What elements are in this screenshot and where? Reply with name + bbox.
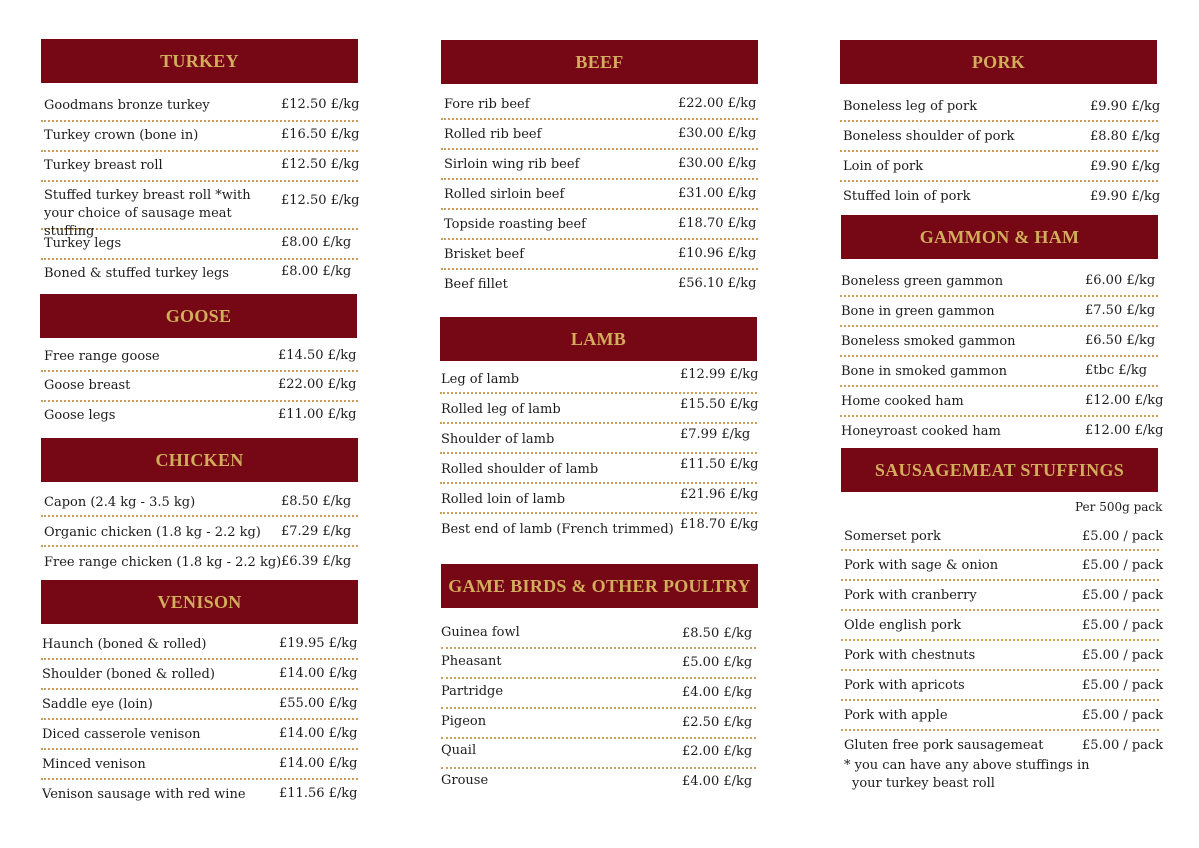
item-name: Rolled leg of lamb bbox=[441, 402, 561, 417]
list-item bbox=[41, 547, 358, 575]
item-price: £2.00 £/kg bbox=[682, 744, 753, 759]
goose-list bbox=[41, 342, 358, 432]
item-price: £11.00 £/kg bbox=[278, 407, 357, 422]
item-price: £5.00 / pack bbox=[1082, 588, 1164, 603]
list-item bbox=[841, 701, 1164, 731]
item-name: Turkey breast roll bbox=[44, 158, 163, 173]
item-price: £9.90 £/kg bbox=[1090, 159, 1161, 174]
list-item bbox=[441, 150, 758, 180]
item-price: £12.50 £/kg bbox=[281, 193, 360, 208]
list-item bbox=[41, 122, 358, 152]
gammon-header: GAMMON & HAM bbox=[841, 215, 1158, 259]
game-header: GAME BIRDS & OTHER POULTRY bbox=[441, 564, 758, 608]
item-price: £8.00 £/kg bbox=[281, 235, 352, 250]
item-price: £8.00 £/kg bbox=[281, 264, 352, 279]
list-item bbox=[840, 182, 1161, 210]
item-name: Capon (2.4 kg - 3.5 kg) bbox=[44, 495, 196, 510]
item-price: £7.50 £/kg bbox=[1085, 303, 1156, 318]
list-item bbox=[41, 152, 358, 182]
item-price: £5.00 / pack bbox=[1082, 529, 1164, 544]
item-price: £2.50 £/kg bbox=[682, 715, 753, 730]
item-price: £18.70 £/kg bbox=[678, 216, 757, 231]
list-item bbox=[840, 357, 1158, 387]
footnote-line-1: * you can have any above stuffings in bbox=[844, 758, 1090, 773]
item-name: Best end of lamb (French trimmed) bbox=[441, 522, 674, 537]
footnote-line-2: your turkey beast roll bbox=[852, 776, 995, 791]
item-name: Honeyroast cooked ham bbox=[841, 424, 1001, 439]
item-name: Bone in smoked gammon bbox=[841, 364, 1008, 379]
list-item bbox=[41, 517, 358, 547]
list-item bbox=[41, 487, 358, 517]
item-name: Beef fillet bbox=[444, 277, 508, 292]
item-name: Free range goose bbox=[44, 349, 160, 364]
item-price: £11.50 £/kg bbox=[680, 457, 759, 472]
pork-header: PORK bbox=[840, 40, 1157, 84]
item-name: Bone in green gammon bbox=[841, 304, 995, 319]
list-item bbox=[441, 120, 758, 150]
item-name: Leg of lamb bbox=[441, 372, 520, 387]
item-price: £14.50 £/kg bbox=[278, 348, 357, 363]
item-name: Rolled sirloin beef bbox=[444, 187, 565, 202]
item-price: £55.00 £/kg bbox=[279, 696, 358, 711]
venison-list bbox=[41, 628, 358, 812]
pork-list bbox=[840, 91, 1161, 213]
item-name: Fore rib beef bbox=[444, 97, 530, 112]
item-name: Brisket beef bbox=[444, 247, 525, 262]
item-price: £8.80 £/kg bbox=[1090, 129, 1161, 144]
item-price: £tbc £/kg bbox=[1085, 363, 1148, 378]
item-price: £6.39 £/kg bbox=[281, 554, 352, 569]
item-price: £9.90 £/kg bbox=[1090, 189, 1161, 204]
item-price: £4.00 £/kg bbox=[682, 774, 753, 789]
list-item bbox=[840, 91, 1161, 122]
list-item bbox=[840, 417, 1164, 444]
item-price: £30.00 £/kg bbox=[678, 156, 757, 171]
item-name: Pork with apple bbox=[844, 708, 948, 723]
item-name: Pork with chestnuts bbox=[844, 648, 976, 663]
item-name: Goose legs bbox=[44, 408, 116, 423]
beef-header: BEEF bbox=[441, 40, 758, 84]
list-item bbox=[441, 240, 758, 270]
item-name: Shoulder (boned & rolled) bbox=[42, 667, 215, 682]
item-name: Pork with sage & onion bbox=[844, 558, 999, 573]
item-price: £10.96 £/kg bbox=[678, 246, 757, 261]
chicken-list bbox=[41, 487, 358, 577]
item-price: £5.00 / pack bbox=[1082, 678, 1164, 693]
item-name: Pigeon bbox=[441, 714, 487, 729]
sausagemeat-list bbox=[841, 521, 1164, 765]
list-item bbox=[840, 327, 1158, 357]
item-price: £6.50 £/kg bbox=[1085, 333, 1156, 348]
item-name: Boneless green gammon bbox=[841, 274, 1004, 289]
list-item bbox=[441, 618, 756, 649]
list-item bbox=[440, 424, 757, 454]
list-item bbox=[841, 731, 1164, 759]
item-name: Loin of pork bbox=[843, 159, 924, 174]
item-price: £16.50 £/kg bbox=[281, 127, 360, 142]
list-item bbox=[41, 690, 358, 720]
item-name: Venison sausage with red wine bbox=[42, 787, 246, 802]
item-price: £15.50 £/kg bbox=[680, 397, 759, 412]
list-item bbox=[440, 364, 757, 394]
item-name: Guinea fowl bbox=[441, 625, 520, 640]
item-price: £12.99 £/kg bbox=[680, 367, 759, 382]
list-item bbox=[440, 484, 757, 514]
item-name: Rolled shoulder of lamb bbox=[441, 462, 599, 477]
item-price: £12.50 £/kg bbox=[281, 157, 360, 172]
item-name: Grouse bbox=[441, 773, 489, 788]
item-price: £14.00 £/kg bbox=[279, 726, 358, 741]
list-item bbox=[41, 628, 358, 660]
list-item bbox=[41, 372, 358, 402]
item-name: Quail bbox=[441, 743, 477, 758]
lamb-list bbox=[440, 364, 757, 548]
item-price: £11.56 £/kg bbox=[279, 786, 358, 801]
item-price: £4.00 £/kg bbox=[682, 685, 753, 700]
list-item bbox=[440, 514, 757, 542]
list-item bbox=[440, 394, 757, 424]
item-price: £5.00 / pack bbox=[1082, 618, 1164, 633]
item-name: Gluten free pork sausagemeat bbox=[844, 738, 1044, 753]
item-name: Turkey legs bbox=[44, 236, 122, 251]
list-item bbox=[41, 342, 358, 372]
item-name: Goose breast bbox=[44, 378, 131, 393]
item-price: £5.00 £/kg bbox=[682, 655, 753, 670]
list-item bbox=[41, 660, 358, 690]
list-item bbox=[41, 182, 360, 239]
item-name: Free range chicken (1.8 kg - 2.2 kg) bbox=[44, 555, 282, 570]
item-price: £22.00 £/kg bbox=[678, 96, 757, 111]
venison-header: VENISON bbox=[41, 580, 358, 624]
list-item bbox=[41, 260, 358, 286]
item-name: Pheasant bbox=[441, 654, 502, 669]
item-name: Topside roasting beef bbox=[444, 217, 586, 232]
item-name: Stuffed turkey breast roll *with your choice of sausage meat stuffing bbox=[44, 188, 251, 239]
item-name: Saddle eye (loin) bbox=[42, 697, 153, 712]
list-item bbox=[441, 89, 758, 120]
list-item bbox=[41, 90, 358, 122]
item-name: Rolled rib beef bbox=[444, 127, 542, 142]
sausagemeat-header: SAUSAGEMEAT STUFFINGS bbox=[841, 448, 1158, 492]
list-item bbox=[841, 611, 1164, 641]
list-item bbox=[41, 230, 358, 260]
list-item bbox=[441, 769, 756, 797]
list-item bbox=[441, 649, 756, 679]
beef-list bbox=[441, 89, 758, 301]
list-item bbox=[841, 581, 1164, 611]
item-price: £12.00 £/kg bbox=[1085, 423, 1164, 438]
item-price: £7.29 £/kg bbox=[281, 524, 352, 539]
item-name: Boned & stuffed turkey legs bbox=[44, 266, 229, 281]
item-price: £7.99 £/kg bbox=[680, 427, 751, 442]
item-price: £14.00 £/kg bbox=[279, 756, 358, 771]
item-name: Haunch (boned & rolled) bbox=[42, 637, 207, 652]
item-name: Olde english pork bbox=[844, 618, 962, 633]
item-price: £14.00 £/kg bbox=[279, 666, 358, 681]
item-name: Goodmans bronze turkey bbox=[44, 98, 210, 113]
item-name: Rolled loin of lamb bbox=[441, 492, 566, 507]
list-item bbox=[840, 152, 1161, 182]
item-name: Boneless smoked gammon bbox=[841, 334, 1016, 349]
goose-header: GOOSE bbox=[40, 294, 357, 338]
chicken-header: CHICKEN bbox=[41, 438, 358, 482]
item-price: £5.00 / pack bbox=[1082, 648, 1164, 663]
item-name: Pork with apricots bbox=[844, 678, 965, 693]
item-price: £5.00 / pack bbox=[1082, 738, 1164, 753]
item-name: Diced casserole venison bbox=[42, 727, 201, 742]
item-price: £9.90 £/kg bbox=[1090, 99, 1161, 114]
item-price: £19.95 £/kg bbox=[279, 636, 358, 651]
list-item bbox=[41, 750, 358, 780]
item-price: £5.00 / pack bbox=[1082, 708, 1164, 723]
item-price: £6.00 £/kg bbox=[1085, 273, 1156, 288]
list-item bbox=[441, 679, 756, 709]
item-price: £12.00 £/kg bbox=[1085, 393, 1164, 408]
item-name: Turkey crown (bone in) bbox=[44, 128, 199, 143]
item-price: £18.70 £/kg bbox=[680, 517, 759, 532]
list-item bbox=[840, 297, 1158, 327]
list-item bbox=[440, 454, 757, 484]
item-name: Shoulder of lamb bbox=[441, 432, 555, 447]
item-name: Partridge bbox=[441, 684, 504, 699]
item-price: £5.00 / pack bbox=[1082, 558, 1164, 573]
list-item bbox=[841, 641, 1164, 671]
list-item bbox=[441, 709, 756, 739]
list-item bbox=[841, 551, 1164, 581]
item-price: £56.10 £/kg bbox=[678, 276, 757, 291]
list-item bbox=[841, 671, 1164, 701]
item-price: £21.96 £/kg bbox=[680, 487, 759, 502]
item-name: Minced venison bbox=[42, 757, 146, 772]
lamb-header: LAMB bbox=[440, 317, 757, 361]
item-name: Boneless shoulder of pork bbox=[843, 129, 1015, 144]
list-item bbox=[840, 122, 1161, 152]
item-name: Organic chicken (1.8 kg - 2.2 kg) bbox=[44, 525, 261, 540]
turkey-list bbox=[41, 90, 358, 286]
item-name: Stuffed loin of pork bbox=[843, 189, 971, 204]
list-item bbox=[840, 387, 1164, 417]
gammon-list bbox=[840, 266, 1164, 446]
item-name: Boneless leg of pork bbox=[843, 99, 978, 114]
item-name: Home cooked ham bbox=[841, 394, 964, 409]
item-price: £30.00 £/kg bbox=[678, 126, 757, 141]
list-item bbox=[441, 180, 758, 210]
item-price: £8.50 £/kg bbox=[682, 626, 753, 641]
list-item bbox=[41, 720, 358, 750]
item-name: Sirloin wing rib beef bbox=[444, 157, 580, 172]
item-name: Pork with cranberry bbox=[844, 588, 977, 603]
game-list bbox=[441, 618, 756, 800]
item-name: Somerset pork bbox=[844, 529, 941, 544]
list-item bbox=[840, 266, 1158, 297]
pack-note: Per 500g pack bbox=[1075, 500, 1163, 514]
turkey-header: TURKEY bbox=[41, 39, 358, 83]
list-item bbox=[841, 521, 1164, 551]
list-item bbox=[441, 739, 756, 769]
item-price: £8.50 £/kg bbox=[281, 494, 352, 509]
item-price: £12.50 £/kg bbox=[281, 97, 360, 112]
list-item bbox=[441, 210, 758, 240]
list-item bbox=[41, 402, 358, 430]
list-item bbox=[441, 270, 758, 298]
item-price: £22.00 £/kg bbox=[278, 377, 357, 392]
item-price: £31.00 £/kg bbox=[678, 186, 757, 201]
list-item bbox=[41, 780, 358, 808]
